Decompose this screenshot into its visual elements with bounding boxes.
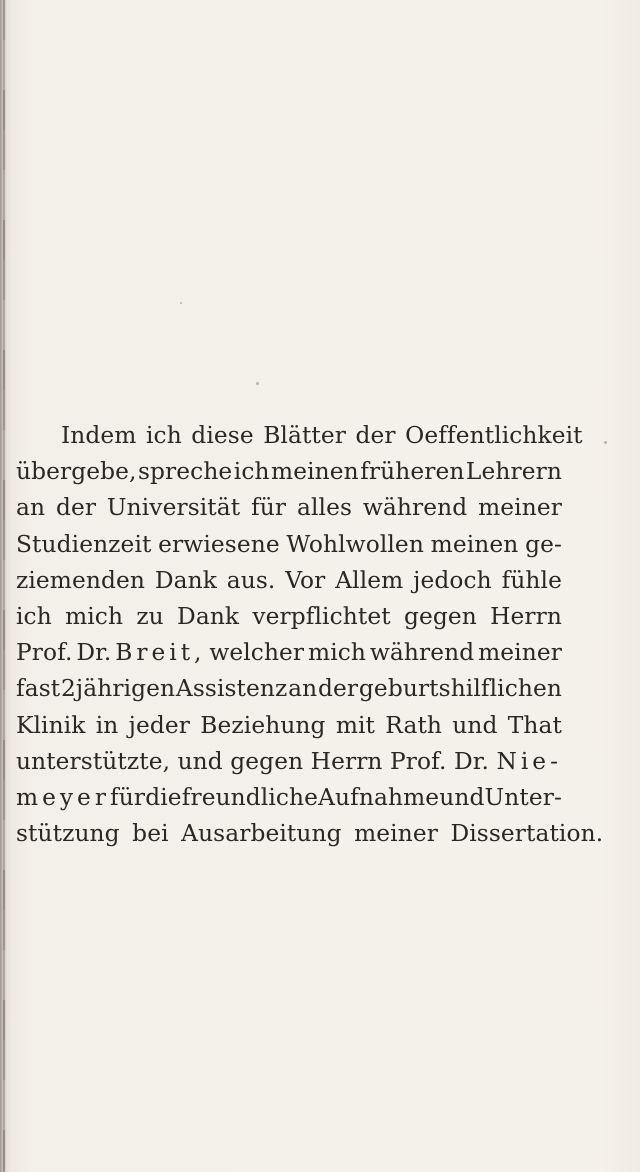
word: meinen	[430, 530, 519, 558]
word: unterstützte,	[16, 747, 171, 775]
word: stützung bei Ausarbeitung meiner Dissertation.	[16, 820, 604, 848]
person-name-niemeyer-end: meyer	[16, 783, 110, 811]
word: erwiesene	[158, 530, 280, 558]
person-name-niemeyer-start: Nie-	[496, 747, 562, 775]
word: alles	[296, 494, 353, 522]
text-line	[16, 563, 562, 599]
word: ge-	[525, 530, 562, 558]
word: aus.	[226, 566, 276, 594]
word: spreche	[137, 458, 233, 486]
word: gegen	[230, 747, 304, 775]
word: der	[55, 494, 97, 522]
word: Dank	[154, 566, 217, 594]
word: während	[369, 639, 475, 667]
text-line	[16, 708, 562, 744]
acknowledgement-paragraph	[16, 418, 604, 852]
word: freundliche	[181, 783, 319, 811]
word: meiner	[478, 494, 562, 522]
text-line	[16, 599, 562, 635]
word: Allem	[335, 566, 404, 594]
word: Rath	[385, 711, 443, 739]
word: übergebe,	[16, 458, 137, 486]
word: während	[362, 494, 468, 522]
word: verpflichtet	[252, 602, 391, 630]
word: Herrn	[310, 747, 383, 775]
word: die	[145, 783, 182, 811]
text-line	[16, 780, 562, 816]
word: und	[177, 747, 223, 775]
word: zu	[136, 602, 164, 630]
word: fühle	[501, 566, 562, 594]
text-line	[16, 744, 562, 780]
paper-speck	[180, 302, 182, 304]
word: Assistenz	[175, 675, 288, 703]
binding-edge	[0, 0, 12, 1172]
word: mich	[308, 639, 367, 667]
word: Dank	[177, 602, 240, 630]
word: Studienzeit	[16, 530, 152, 558]
word: Vor	[285, 566, 326, 594]
text-line	[16, 454, 562, 490]
word: für	[251, 494, 287, 522]
word: Beziehung	[200, 711, 326, 739]
word: jeder	[128, 711, 191, 739]
text-line	[16, 418, 583, 454]
text-line	[16, 635, 562, 671]
word: Indem ich diese Blätter der Oeffentlichkeit	[61, 422, 583, 449]
word: und	[439, 783, 485, 811]
text-line	[16, 671, 562, 707]
word: Klinik	[16, 711, 86, 739]
word: Prof.	[390, 747, 447, 775]
word: Aufnahme	[318, 783, 440, 811]
paper-speck	[256, 382, 259, 385]
word: meinen	[271, 458, 359, 486]
word: Wohlwollen	[286, 530, 424, 558]
text-line	[16, 527, 562, 563]
word: ich	[233, 458, 270, 486]
word: Lehrern	[465, 458, 562, 486]
word: an	[16, 494, 46, 522]
word: für	[110, 783, 146, 811]
word: Herrn	[490, 602, 562, 630]
paper-speck	[604, 441, 607, 444]
text-line	[16, 490, 562, 526]
word: ziemenden	[16, 566, 145, 594]
word: geburtshilflichen	[358, 675, 562, 703]
word: in	[95, 711, 119, 739]
word: gegen	[403, 602, 477, 630]
word: That	[507, 711, 562, 739]
word: Unter-	[484, 783, 562, 811]
word: 2jährigen	[61, 675, 176, 703]
word: mit	[335, 711, 376, 739]
word: früheren	[360, 458, 465, 486]
word: an	[288, 675, 318, 703]
text-line	[16, 816, 604, 852]
word: Dr.	[76, 639, 112, 667]
word: der	[318, 675, 359, 703]
word: welcher	[209, 639, 305, 667]
word: Universität	[106, 494, 241, 522]
word: und	[452, 711, 498, 739]
word: Prof.	[16, 639, 73, 667]
word: jedoch	[413, 566, 492, 594]
word: fast	[16, 675, 61, 703]
word: meiner	[478, 639, 562, 667]
word: mich	[65, 602, 124, 630]
word: Dr.	[454, 747, 489, 775]
word: ich	[16, 602, 52, 630]
person-name-breit: Breit,	[115, 639, 206, 667]
